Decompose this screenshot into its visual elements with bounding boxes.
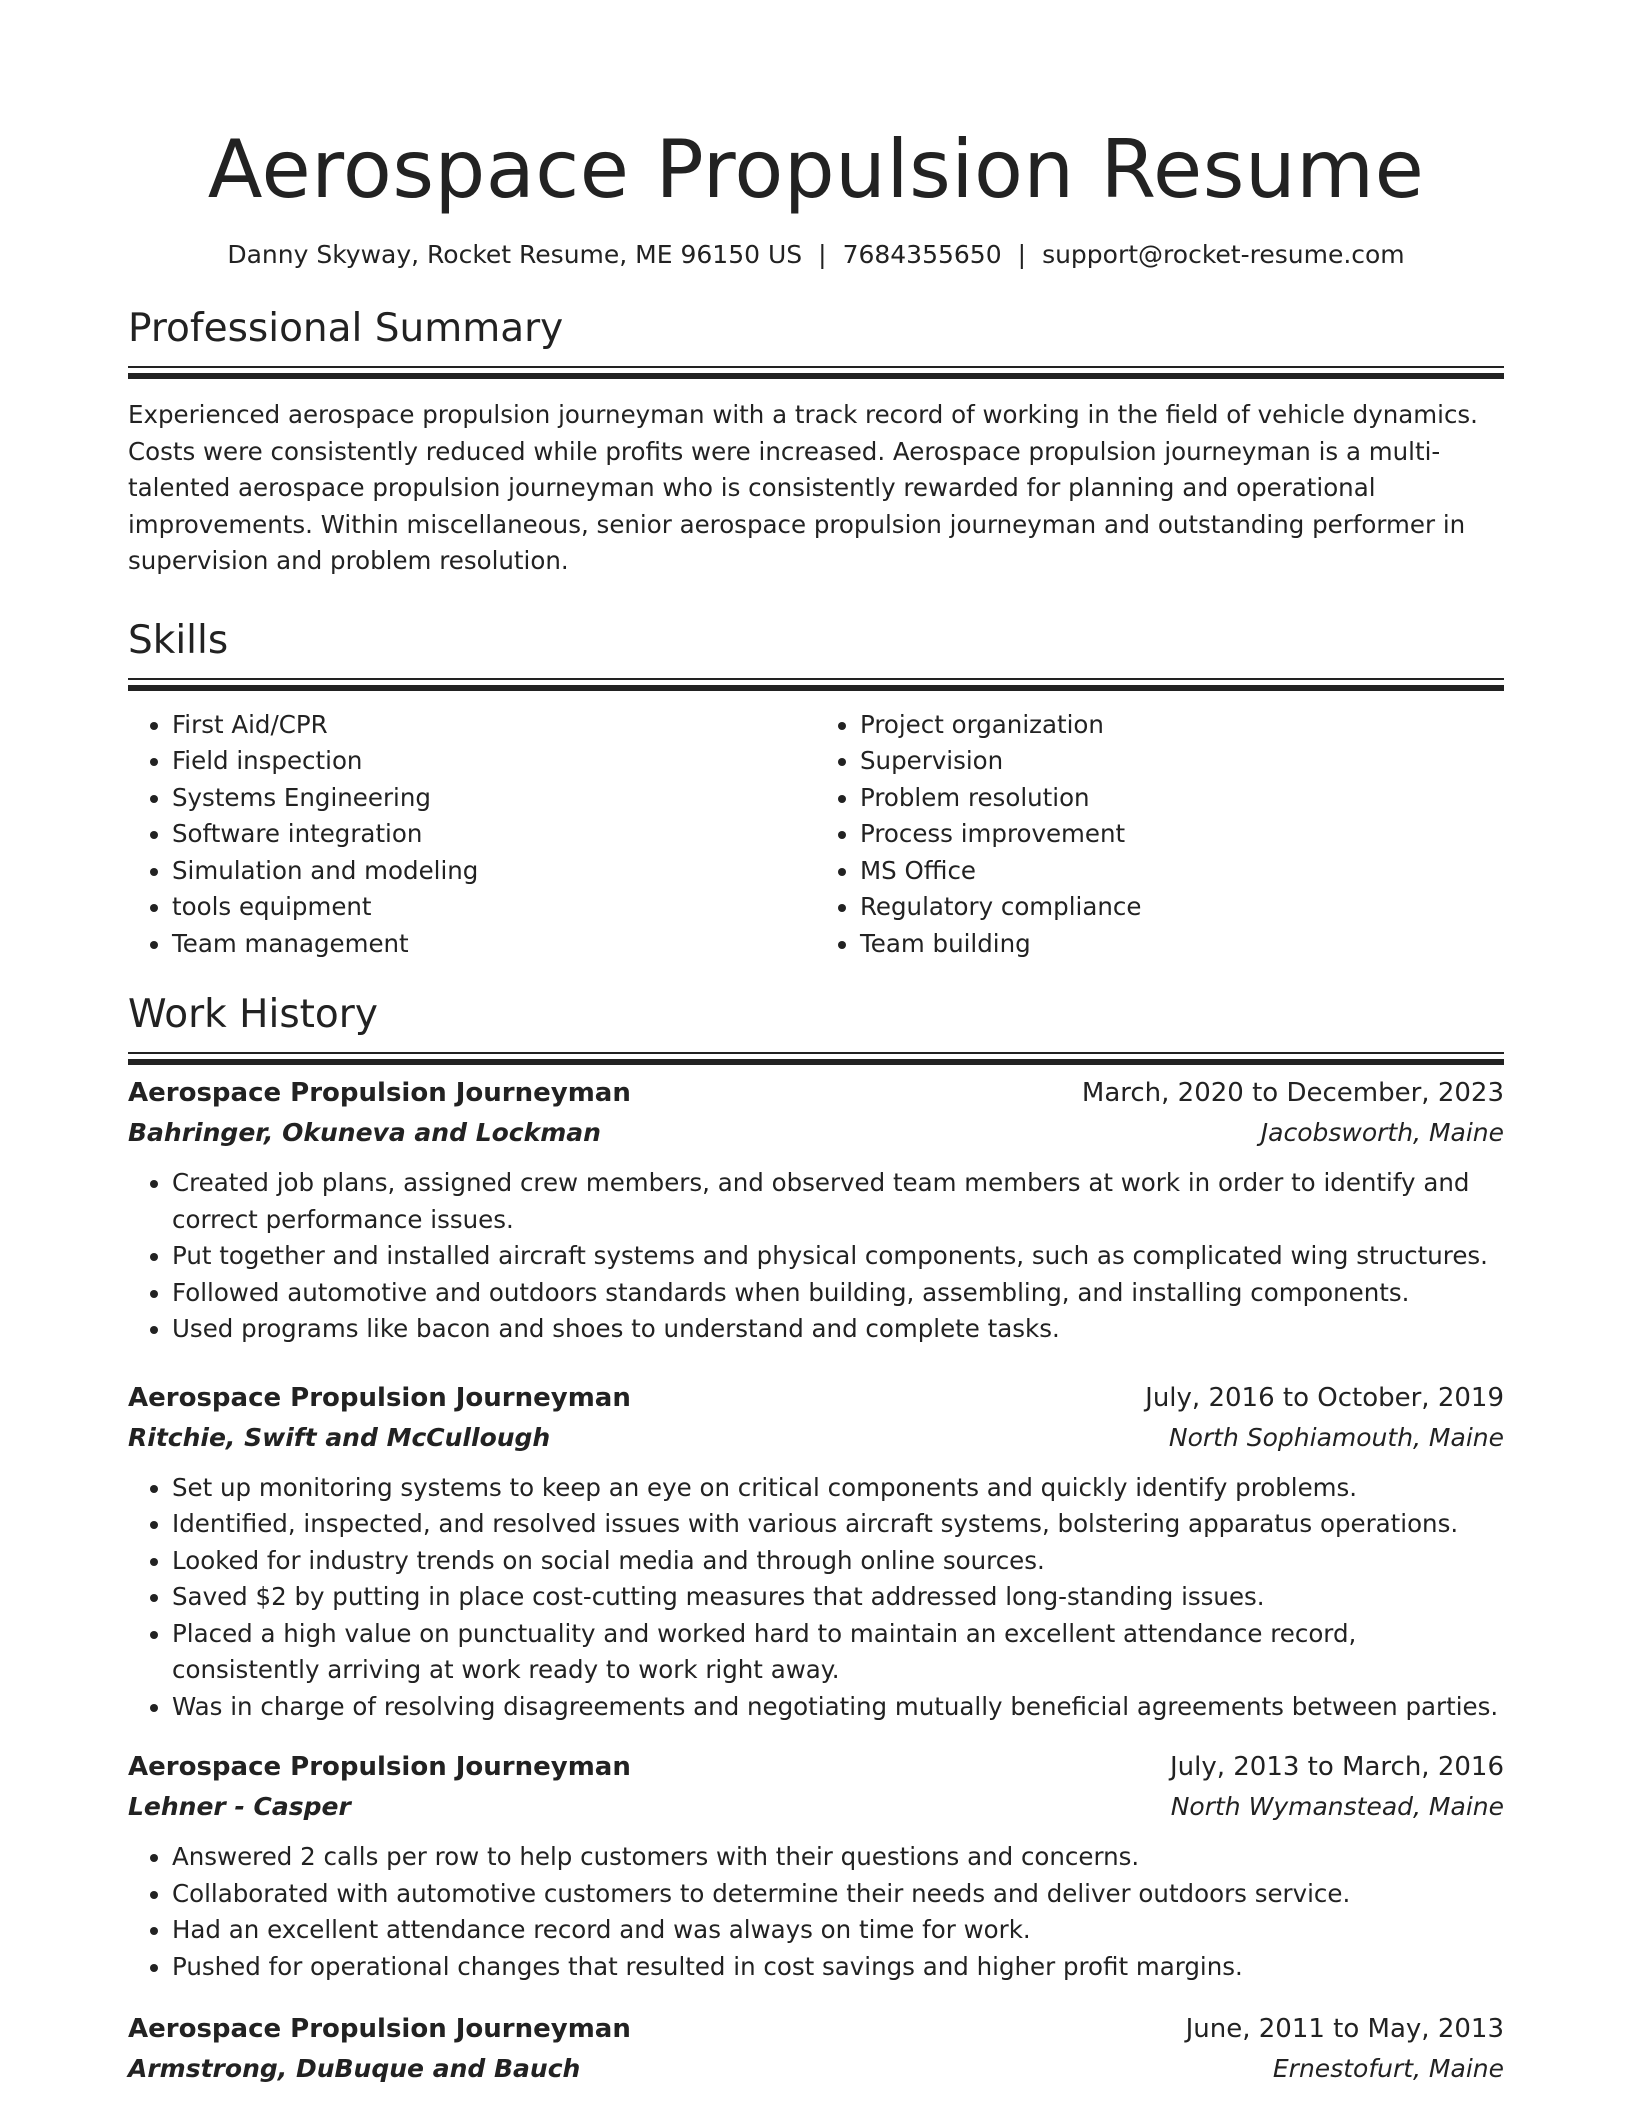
contact-line [128,238,1504,272]
job-bullet: • Was in charge of resolving disagreements and negotiating mutually beneficial agreements between parties. [172,1689,1504,1726]
skill-item: • MS Office [860,853,1504,890]
skill-item: • Supervision [860,743,1504,780]
job-bullet: • Used programs like bacon and shoes to understand and complete tasks. [172,1311,1504,1348]
job-dates: March, 2020 to December, 2023 [1081,1078,1504,1108]
job-location: Ernestofurt, Maine [1272,2054,1504,2083]
skill-item: • Team management [172,926,816,963]
section-divider [128,366,1504,373]
job-title: Aerospace Propulsion Journeyman [128,1752,631,1782]
job-location: Jacobsworth, Maine [1260,1118,1504,1147]
job-entry [128,1378,1504,1726]
job-header-row [128,1747,1504,1787]
job-bullet: • Collaborated with automotive customers to determine their needs and deliver outdoors service. [172,1876,1504,1913]
job-bullet: • Had an excellent attendance record and was always on time for work. [172,1912,1504,1949]
skill-item: • Simulation and modeling [172,853,816,890]
skill-item: • Software integration [172,816,816,853]
job-bullets [128,1470,1504,1726]
job-bullet: • Saved $2 by putting in place cost-cutting measures that addressed long-standing issues. [172,1579,1504,1616]
job-title: Aerospace Propulsion Journeyman [128,1078,631,1108]
skill-item: • Problem resolution [860,780,1504,817]
job-company: Ritchie, Swift and McCullough [128,1422,551,1452]
job-bullet: • Placed a high value on punctuality and worked hard to maintain an excellent attendance record, consistently arriving at work ready to work right away. [172,1616,1504,1689]
job-bullet: • Identified, inspected, and resolved issues with various aircraft systems, bolstering apparatus operations. [172,1506,1504,1543]
skills-grid [128,707,1504,963]
skill-item: • Regulatory compliance [860,889,1504,926]
job-title: Aerospace Propulsion Journeyman [128,2014,631,2044]
job-header-row [128,1378,1504,1418]
job-company-row [128,1787,1504,1827]
section-divider [128,678,1504,685]
job-company-row [128,1418,1504,1458]
skills-list-right [816,707,1504,963]
job-entry [128,1073,1504,1348]
work-history-section [128,990,1504,2089]
job-company-row [128,1113,1504,1153]
summary-heading: Professional Summary [128,306,564,351]
skill-item: • tools equipment [172,889,816,926]
contact-separator: | [818,240,827,269]
contact-address: Danny Skyway, Rocket Resume, ME 96150 US [227,240,803,269]
job-bullet: • Set up monitoring systems to keep an eye on critical components and quickly identify problems. [172,1470,1504,1507]
job-header-row [128,2009,1504,2049]
contact-email: support@rocket-resume.com [1042,240,1405,269]
job-location: North Sophiamouth, Maine [1168,1422,1504,1452]
skill-item: • Project organization [860,707,1504,744]
section-divider [128,1052,1504,1059]
job-title: Aerospace Propulsion Journeyman [128,1382,631,1413]
work-history-heading: Work History [128,992,378,1037]
job-bullets [128,1165,1504,1348]
skill-item: • Team building [860,926,1504,963]
job-company: Lehner - Casper [128,1792,351,1821]
job-bullet: • Looked for industry trends on social media and through online sources. [172,1543,1504,1580]
job-bullet: • Answered 2 calls per row to help customers with their questions and concerns. [172,1839,1504,1876]
job-entry [128,1747,1504,1985]
job-dates: July, 2016 to October, 2019 [1145,1382,1504,1413]
job-bullet: • Followed automotive and outdoors standards when building, assembling, and installing components. [172,1275,1504,1312]
job-company-row [128,2049,1504,2089]
job-dates: July, 2013 to March, 2016 [1169,1752,1504,1782]
job-header-row [128,1073,1504,1113]
skill-item: • Process improvement [860,816,1504,853]
contact-phone: 7684355650 [842,240,1002,269]
job-bullets [128,1839,1504,1985]
job-bullet: • Pushed for operational changes that resulted in cost savings and higher profit margins. [172,1949,1504,1986]
job-bullet: • Put together and installed aircraft systems and physical components, such as complicated wing structures. [172,1238,1504,1275]
resume-content [128,0,1504,2089]
summary-text: Experienced aerospace propulsion journeyman with a track record of working in the field of vehicle dynamics. Costs were consistently reduced while profits were increased. Aerospace propulsion journeyman is a multi-talented aerospace propulsion journeyman who is consistently rewarded for planning and operational improvements. Within miscellaneous, senior aerospace propulsion journeyman and outstanding performer in supervision and problem resolution. [128,400,1478,575]
job-company: Armstrong, DuBuque and Bauch [128,2054,581,2083]
skills-heading: Skills [128,617,229,663]
skills-list-left [128,707,816,963]
summary-section [128,304,1504,580]
skill-item: • Field inspection [172,743,816,780]
skill-item: • Systems Engineering [172,780,816,817]
job-company: Bahringer, Okuneva and Lockman [128,1118,601,1147]
contact-separator: | [1017,240,1027,269]
job-dates: June, 2011 to May, 2013 [1185,2014,1504,2044]
skills-section [128,616,1504,963]
job-location: North Wymanstead, Maine [1170,1792,1504,1821]
job-bullet: • Created job plans, assigned crew members, and observed team members at work in order to identify and correct performance issues. [172,1165,1504,1238]
job-entry [128,2009,1504,2089]
skill-item: • First Aid/CPR [172,707,816,744]
resume-title: Aerospace Propulsion Resume [207,123,1425,216]
